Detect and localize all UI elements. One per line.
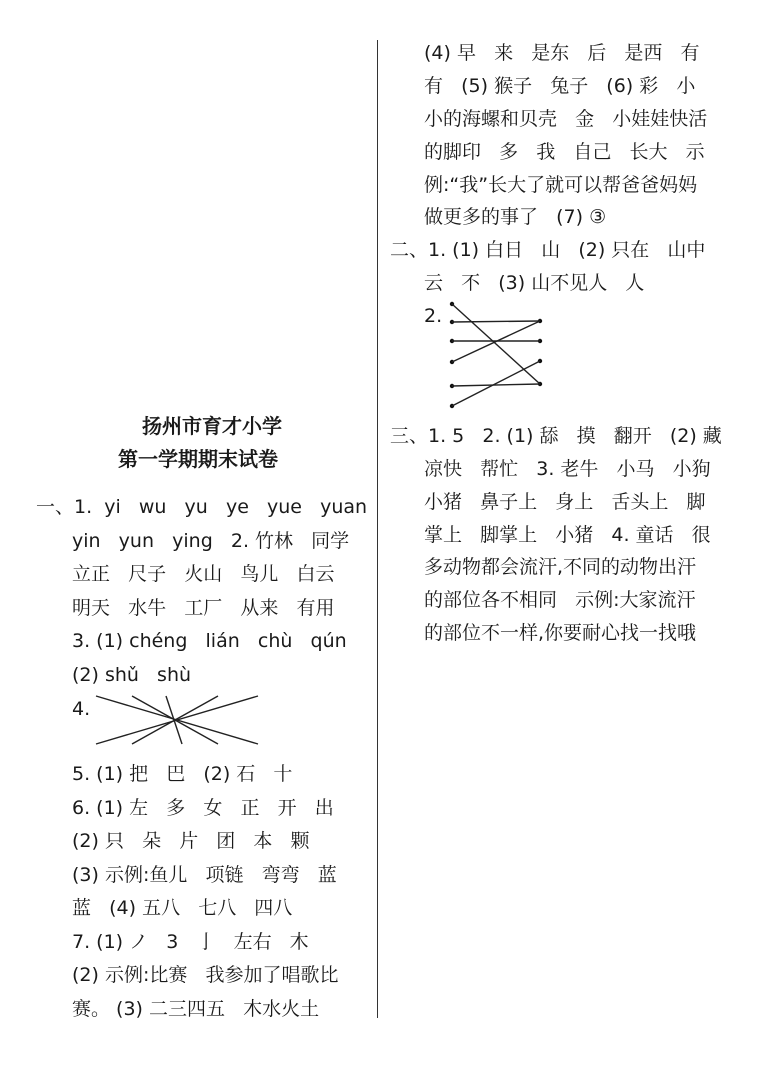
answer-line: 5. (1) 把 巴 (2) 石 十 [72,763,293,785]
answer-line: 小的海螺和贝壳 金 小娃娃快活 [424,108,708,130]
answer-line: 的脚印 多 我 自己 长大 示 [424,141,705,163]
answer-line: 一、1. yi wu yu ye yue yuan [36,496,368,518]
answer-line: (2) 只 朵 片 团 本 颗 [72,830,310,852]
answer-line: (4) 早 来 是东 后 是西 有 [424,42,700,64]
answer-line: 2. [424,305,443,327]
answer-line: 明天 水牛 工厂 从来 有用 [72,597,335,619]
school-title: 扬州市育才小学 [142,414,282,438]
answer-line: 做更多的事了 (7) ③ [424,206,607,228]
answer-line: 有 (5) 猴子 兔子 (6) 彩 小 [424,75,696,97]
answer-line: 掌上 脚掌上 小猪 4. 童话 很 [424,524,711,546]
answer-line: 蓝 (4) 五八 七八 四八 [72,897,293,919]
answer-line: 赛。 (3) 二三四五 木水火土 [72,998,320,1020]
answer-line: (2) shǔ shù [72,664,192,686]
answer-line: 立正 尺子 火山 鸟儿 白云 [72,563,335,585]
column-divider [377,40,378,1018]
answer-line: (3) 示例:鱼儿 项链 弯弯 蓝 [72,864,337,886]
matching-lines-q4 [96,690,276,750]
answer-line: 4. [72,698,91,720]
answer-line: (2) 示例:比赛 我参加了唱歌比 [72,964,339,986]
exam-title: 第一学期期末试卷 [118,447,278,471]
answer-line: 多动物都会流汗,不同的动物出汗 [424,556,697,578]
answer-line: 三、1. 5 2. (1) 舔 摸 翻开 (2) 藏 [390,425,722,447]
answer-line: 7. (1) ノ 3 亅 左右 木 [72,931,309,953]
answer-line: 的部位不一样,你要耐心找一找哦 [424,622,697,644]
answer-line: 例:“我”长大了就可以帮爸爸妈妈 [424,174,698,196]
answer-line: 小猪 鼻子上 身上 舌头上 脚 [424,491,706,513]
matching-lines-q2 [448,296,548,416]
answer-line: yin yun ying 2. 竹林 同学 [72,530,350,552]
answer-line: 凉快 帮忙 3. 老牛 小马 小狗 [424,458,711,480]
answer-line: 的部位各不相同 示例:大家流汗 [424,589,696,611]
answer-line: 3. (1) chéng lián chù qún [72,630,347,652]
answer-line: 6. (1) 左 多 女 正 开 出 [72,797,334,819]
answer-line: 二、1. (1) 白日 山 (2) 只在 山中 [390,239,706,261]
answer-line: 云 不 (3) 山不见人 人 [424,272,645,294]
